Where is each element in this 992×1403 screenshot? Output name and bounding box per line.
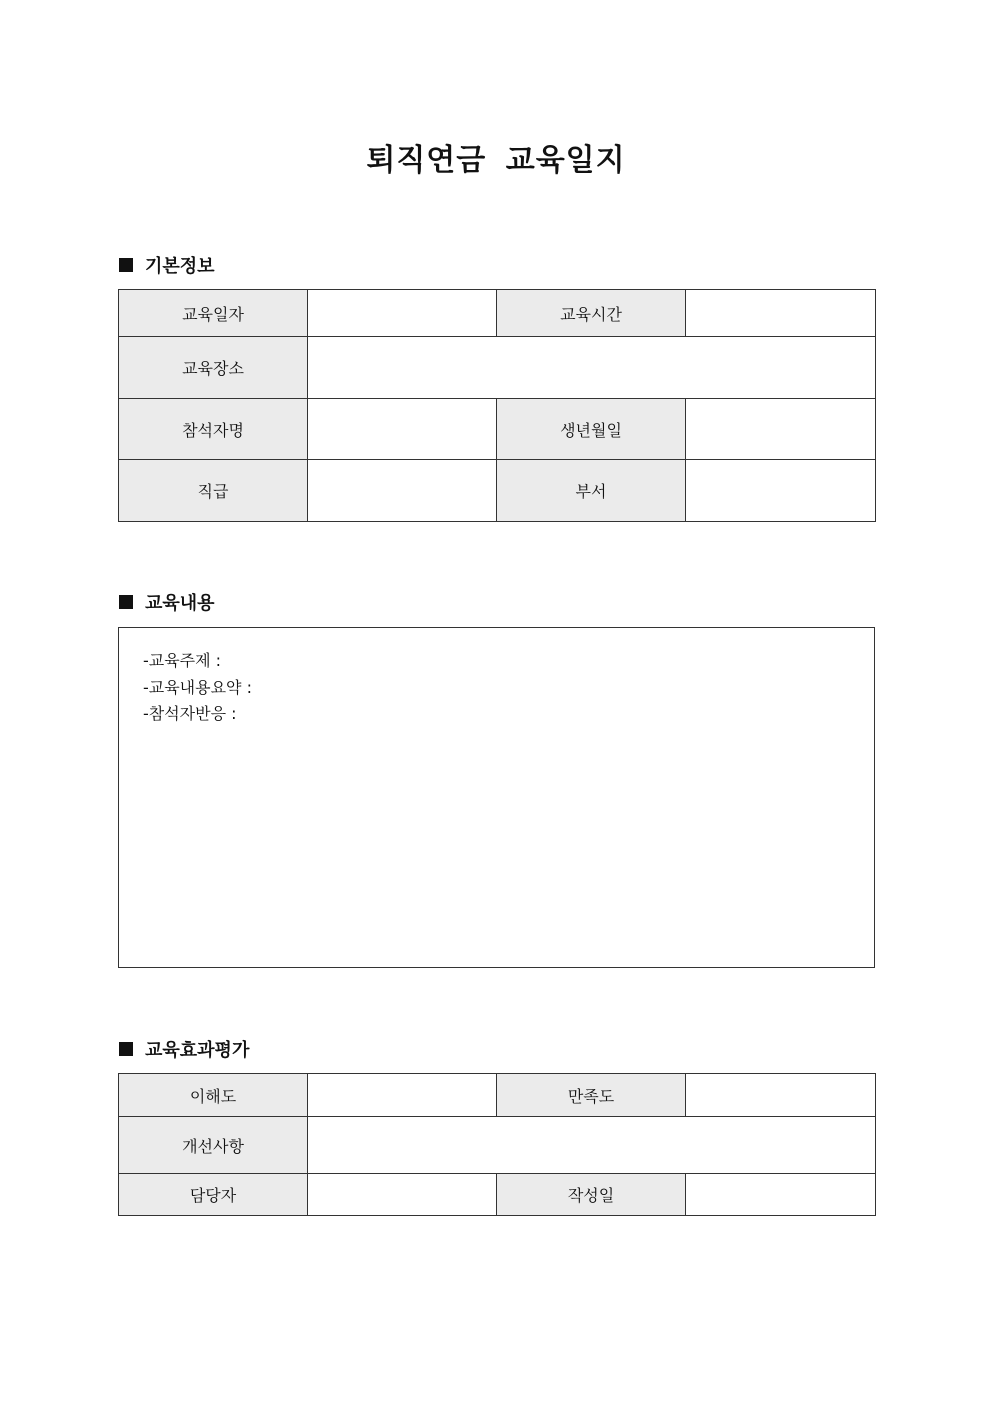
manager-field[interactable] — [308, 1174, 497, 1216]
table-row — [119, 460, 876, 522]
edu-place-field[interactable] — [308, 337, 876, 399]
section-heading-label: 교육내용 — [145, 593, 215, 614]
attendee-name-label: 참석자명 — [119, 399, 308, 460]
table-row — [119, 1117, 876, 1174]
understanding-field[interactable] — [308, 1074, 497, 1117]
edu-date-label: 교육일자 — [119, 290, 308, 337]
section-heading-label: 교육효과평가 — [145, 1040, 250, 1061]
understanding-label: 이해도 — [119, 1074, 308, 1117]
department-field[interactable] — [686, 460, 876, 522]
edu-time-field[interactable] — [686, 290, 876, 337]
evaluation-table — [118, 1073, 876, 1216]
basic-info-table — [118, 289, 876, 522]
section-heading-edu-content — [119, 590, 215, 614]
section-heading-basic-info — [119, 253, 215, 277]
edu-topic-line: -교육주제 : — [143, 651, 222, 670]
square-bullet-icon — [119, 1042, 133, 1056]
attendee-reaction-line: -참석자반응 : — [143, 704, 237, 723]
written-date-field[interactable] — [686, 1174, 876, 1216]
edu-place-label: 교육장소 — [119, 337, 308, 399]
section-heading-evaluation — [119, 1037, 249, 1061]
improvements-label: 개선사항 — [119, 1117, 308, 1174]
table-row — [119, 290, 876, 337]
birth-date-label: 생년월일 — [497, 399, 686, 460]
improvements-field[interactable] — [308, 1117, 876, 1174]
attendee-name-field[interactable] — [308, 399, 497, 460]
edu-date-field[interactable] — [308, 290, 497, 337]
edu-content-lines — [143, 648, 252, 728]
table-row — [119, 1074, 876, 1117]
table-row — [119, 399, 876, 460]
birth-date-field[interactable] — [686, 399, 876, 460]
position-label: 직급 — [119, 460, 308, 522]
edu-time-label: 교육시간 — [497, 290, 686, 337]
position-field[interactable] — [308, 460, 497, 522]
edu-content-box[interactable] — [118, 627, 875, 968]
written-date-label: 작성일 — [497, 1174, 686, 1216]
square-bullet-icon — [119, 258, 133, 272]
document-title: 퇴직연금 교육일지 — [366, 143, 626, 178]
manager-label: 담당자 — [119, 1174, 308, 1216]
edu-summary-line: -교육내용요약 : — [143, 677, 252, 697]
table-row — [119, 1174, 876, 1216]
table-row — [119, 337, 876, 399]
square-bullet-icon — [119, 595, 133, 609]
satisfaction-label: 만족도 — [497, 1074, 686, 1117]
department-label: 부서 — [497, 460, 686, 522]
section-heading-label: 기본정보 — [145, 256, 215, 277]
satisfaction-field[interactable] — [686, 1074, 876, 1117]
